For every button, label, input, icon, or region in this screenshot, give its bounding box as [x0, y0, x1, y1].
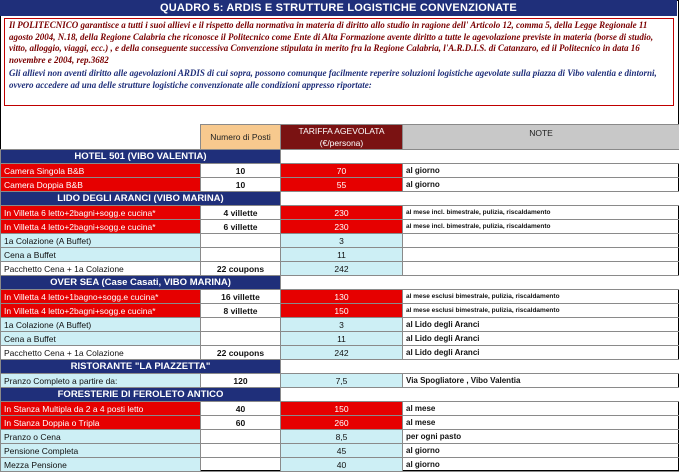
row-note — [403, 248, 679, 262]
table-row — [1, 318, 679, 332]
row-posti: 120 — [201, 374, 281, 388]
row-tariffa: 11 — [281, 248, 403, 262]
table-row — [1, 444, 679, 458]
row-item: In Stanza Doppia o Tripla — [1, 416, 201, 430]
row-posti: 8 villette — [201, 304, 281, 318]
row-note: per ogni pasto — [403, 430, 679, 444]
table-row — [1, 402, 679, 416]
row-item: 1a Colazione (A Buffet) — [1, 318, 201, 332]
row-posti: 6 villette — [201, 220, 281, 234]
row-note: al mese — [403, 416, 679, 430]
row-item: In Villetta 4 letto+2bagni+sogg.e cucina* — [1, 220, 201, 234]
row-tariffa: 3 — [281, 318, 403, 332]
row-posti: 22 coupons — [201, 346, 281, 360]
row-item: In Stanza Multipla da 2 a 4 posti letto — [1, 402, 201, 416]
row-item: In Villetta 4 letto+1bagno+sogg.e cucina* — [1, 290, 201, 304]
header-note: NOTE — [403, 125, 679, 150]
row-tariffa: 150 — [281, 402, 403, 416]
row-note: al Lido degli Aranci — [403, 318, 679, 332]
row-posti: 4 villette — [201, 206, 281, 220]
row-tariffa: 130 — [281, 290, 403, 304]
row-item: Cena a Buffet — [1, 332, 201, 346]
section-spacer — [281, 192, 679, 206]
row-posti: 10 — [201, 178, 281, 192]
table-row — [1, 220, 679, 234]
row-posti: 40 — [201, 402, 281, 416]
table-row — [1, 248, 679, 262]
row-posti: 16 villette — [201, 290, 281, 304]
table-row — [1, 262, 679, 276]
row-note: al Lido degli Aranci — [403, 332, 679, 346]
page-title: QUADRO 5: ARDIS E STRUTTURE LOGISTICHE CONVENZIONATE — [0, 0, 677, 16]
row-tariffa: 242 — [281, 346, 403, 360]
table-row — [1, 416, 679, 430]
row-item: 1a Colazione (A Buffet) — [1, 234, 201, 248]
structures-table — [0, 124, 679, 472]
row-tariffa: 230 — [281, 220, 403, 234]
row-tariffa: 242 — [281, 262, 403, 276]
section-name: OVER SEA (Case Casati, VIBO MARINA) — [1, 276, 281, 290]
row-note: al giorno — [403, 178, 679, 192]
row-note: al giorno — [403, 444, 679, 458]
row-note: al mese esclusi bimestrale, pulizia, riscaldamento — [403, 304, 679, 318]
row-tariffa: 40 — [281, 458, 403, 472]
table-row — [1, 332, 679, 346]
table-row — [1, 374, 679, 388]
row-tariffa: 260 — [281, 416, 403, 430]
row-tariffa: 7,5 — [281, 374, 403, 388]
table-row — [1, 458, 679, 472]
row-posti — [201, 458, 281, 472]
row-note: Via Spogliatore , Vibo Valentia — [403, 374, 679, 388]
header-posti: Numero di Posti — [201, 125, 281, 150]
table-row — [1, 206, 679, 220]
row-note: al giorno — [403, 164, 679, 178]
row-tariffa: 70 — [281, 164, 403, 178]
section-header-row — [1, 276, 679, 290]
row-posti — [201, 318, 281, 332]
row-note: al mese esclusi bimestrale, pulizia, riscaldamento — [403, 290, 679, 304]
row-item: Pacchetto Cena + 1a Colazione — [1, 262, 201, 276]
section-header-row — [1, 388, 679, 402]
row-tariffa: 8,5 — [281, 430, 403, 444]
row-tariffa: 150 — [281, 304, 403, 318]
row-tariffa: 55 — [281, 178, 403, 192]
table-row — [1, 346, 679, 360]
row-tariffa: 11 — [281, 332, 403, 346]
row-note — [403, 262, 679, 276]
row-posti — [201, 248, 281, 262]
table-row — [1, 304, 679, 318]
section-spacer — [281, 276, 679, 290]
intro-paragraph-1: Il POLITECNICO garantisce a tutti i suoi allievi e il rispetto della normativa in materia di diritto allo studio in ragione dell' Articolo 12, comma 5, della Legge Regionale 11 agosto 2004, N.18, della Regione Calabria che riconosce il Politecnico come Ente di Alta Formazione avente diritto a tutte le agevolazione previste in materia (borse di studio, vitto, alloggio, viaggi, ecc.) , e della conseguente successiva Convenzione stipulata in merito fra la Regione Calabria, l'A.R.D.I.S. di Catanzaro, ed il Politecnico in data 16 novembre e 2004, rep.3682 — [9, 20, 653, 65]
row-item: Camera Singola B&B — [1, 164, 201, 178]
row-posti — [201, 444, 281, 458]
intro-box — [4, 18, 674, 106]
section-name: HOTEL 501 (VIBO VALENTIA) — [1, 150, 281, 164]
table-row — [1, 290, 679, 304]
table-row — [1, 234, 679, 248]
section-name: LIDO DEGLI ARANCI (VIBO MARINA) — [1, 192, 281, 206]
row-tariffa: 3 — [281, 234, 403, 248]
section-name: RISTORANTE "LA PIAZZETTA" — [1, 360, 281, 374]
section-spacer — [281, 150, 679, 164]
row-note: al mese — [403, 402, 679, 416]
section-spacer — [281, 388, 679, 402]
row-item: Pranzo Completo a partire da: — [1, 374, 201, 388]
table-row — [1, 430, 679, 444]
section-header-row — [1, 360, 679, 374]
row-posti: 10 — [201, 164, 281, 178]
row-item: Pranzo o Cena — [1, 430, 201, 444]
row-item: Camera Doppia B&B — [1, 178, 201, 192]
row-posti — [201, 332, 281, 346]
row-note: al mese incl. bimestrale, pulizia, riscaldamento — [403, 206, 679, 220]
row-tariffa: 45 — [281, 444, 403, 458]
row-item: Pacchetto Cena + 1a Colazione — [1, 346, 201, 360]
row-tariffa: 230 — [281, 206, 403, 220]
table-row — [1, 164, 679, 178]
row-item: Mezza Pensione — [1, 458, 201, 472]
row-item: Pensione Completa — [1, 444, 201, 458]
row-note — [403, 234, 679, 248]
section-name: FORESTERIE DI FEROLETO ANTICO — [1, 388, 281, 402]
row-note: al Lido degli Aranci — [403, 346, 679, 360]
table-header-row — [1, 125, 679, 150]
row-posti: 60 — [201, 416, 281, 430]
row-note: al mese incl. bimestrale, pulizia, riscaldamento — [403, 220, 679, 234]
section-header-row — [1, 150, 679, 164]
row-posti — [201, 234, 281, 248]
row-posti — [201, 430, 281, 444]
section-spacer — [281, 360, 679, 374]
row-item: In Villetta 4 letto+2bagni+sogg.e cucina* — [1, 304, 201, 318]
row-posti: 22 coupons — [201, 262, 281, 276]
table-row — [1, 178, 679, 192]
header-tariffa: TARIFFA AGEVOLATA (€/persona) — [281, 125, 403, 150]
intro-paragraph-2: Gli allievi non aventi diritto alle agevolazioni ARDIS di cui sopra, possono comunque facilmente reperire soluzioni logistiche agevolate sulla piazza di Vibo valentia e dintorni, ovvero accedere ad una delle strutture logistiche convenzionate alle condizioni appresso riportate: — [9, 68, 669, 91]
header-blank — [1, 125, 201, 150]
section-header-row — [1, 192, 679, 206]
row-item: In Villetta 6 letto+2bagni+sogg.e cucina* — [1, 206, 201, 220]
row-note: al giorno — [403, 458, 679, 472]
row-item: Cena a Buffet — [1, 248, 201, 262]
